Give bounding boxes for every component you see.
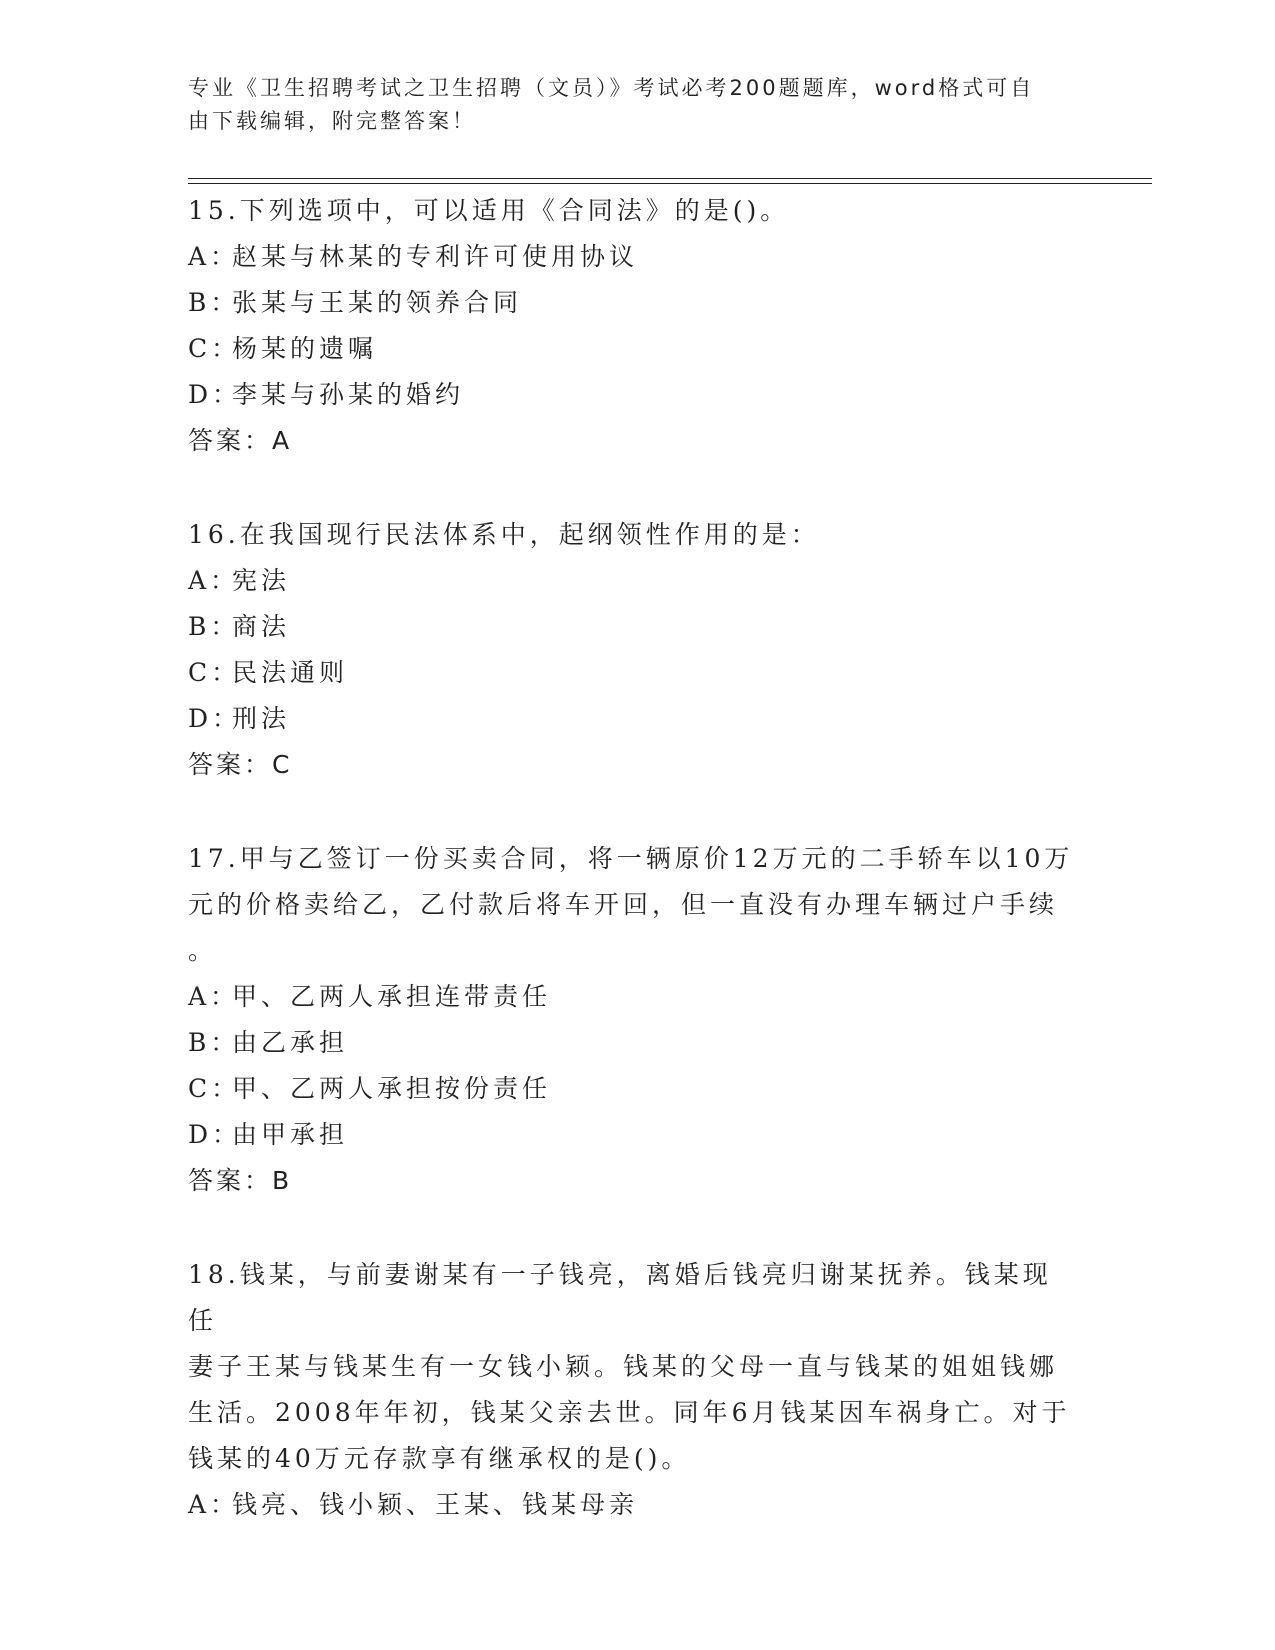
option-text: 钱亮、钱小颖、王某、钱某母亲 <box>232 1490 639 1519</box>
option-row <box>188 326 1078 372</box>
option-letter: C： <box>188 1074 241 1103</box>
option-text: 由甲承担 <box>232 1120 349 1149</box>
question-stem-line: 17.甲与乙签订一份买卖合同，将一辆原价12万元的二手轿车以10万 <box>188 844 1074 873</box>
answer-line: 答案：C <box>188 750 293 779</box>
option-row <box>188 696 1078 742</box>
question-stem-line: 18.钱某，与前妻谢某有一子钱亮，离婚后钱亮归谢某抚养。钱某现任 <box>188 1260 1052 1335</box>
option-row <box>188 1020 1078 1066</box>
option-text: 张某与王某的领养合同 <box>232 288 523 317</box>
answer-line: 答案：A <box>188 426 293 455</box>
option-text: 杨某的遗嘱 <box>232 334 378 363</box>
option-letter: A： <box>188 242 240 271</box>
question-stem-line: 15.下列选项中，可以适用《合同法》的是()。 <box>188 196 790 225</box>
option-text: 宪法 <box>232 566 291 595</box>
option-text: 刑法 <box>232 704 291 733</box>
document-header <box>188 72 1068 138</box>
question-stem-line: 生活。2008年年初，钱某父亲去世。同年6月钱某因车祸身亡。对于 <box>188 1398 1071 1427</box>
question-block <box>188 1252 1078 1528</box>
option-row <box>188 1112 1078 1158</box>
option-text: 赵某与林某的专利许可使用协议 <box>232 242 639 271</box>
option-letter: B： <box>188 612 240 641</box>
question-list <box>188 188 1078 1560</box>
option-row <box>188 650 1078 696</box>
header-divider-bottom <box>188 183 1152 184</box>
header-line-1: 专业《卫生招聘考试之卫生招聘（文员）》考试必考200题题库，word格式可自 <box>188 76 1035 100</box>
question-stem-line: 。 <box>188 936 218 965</box>
option-row <box>188 372 1078 418</box>
answer-line: 答案：B <box>188 1166 293 1195</box>
option-row <box>188 1066 1078 1112</box>
option-letter: B： <box>188 288 240 317</box>
question-stem-line: 元的价格卖给乙，乙付款后将车开回，但一直没有办理车辆过户手续 <box>188 890 1059 919</box>
question-stem-line: 16.在我国现行民法体系中，起纲领性作用的是： <box>188 520 820 549</box>
option-row <box>188 280 1078 326</box>
option-row <box>188 1482 1078 1528</box>
question-block <box>188 836 1078 1204</box>
question-block <box>188 188 1078 464</box>
option-letter: D： <box>188 1120 242 1149</box>
option-row <box>188 558 1078 604</box>
option-text: 商法 <box>232 612 291 641</box>
option-text: 甲、乙两人承担按份责任 <box>232 1074 552 1103</box>
question-stem-line: 妻子王某与钱某生有一女钱小颖。钱某的父母一直与钱某的姐姐钱娜 <box>188 1352 1059 1381</box>
option-letter: A： <box>188 1490 240 1519</box>
option-letter: D： <box>188 380 242 409</box>
option-letter: A： <box>188 982 240 1011</box>
option-letter: C： <box>188 658 241 687</box>
header-line-2: 由下载编辑，附完整答案！ <box>188 109 476 133</box>
option-letter: A： <box>188 566 240 595</box>
option-row <box>188 604 1078 650</box>
option-text: 由乙承担 <box>232 1028 349 1057</box>
option-row <box>188 974 1078 1020</box>
option-text: 民法通则 <box>232 658 349 687</box>
header-divider-top <box>188 178 1152 179</box>
option-letter: D： <box>188 704 242 733</box>
option-text: 李某与孙某的婚约 <box>232 380 465 409</box>
question-stem-line: 钱某的40万元存款享有继承权的是()。 <box>188 1444 691 1473</box>
option-text: 甲、乙两人承担连带责任 <box>232 982 552 1011</box>
question-block <box>188 512 1078 788</box>
option-letter: C： <box>188 334 241 363</box>
option-row <box>188 234 1078 280</box>
option-letter: B： <box>188 1028 240 1057</box>
